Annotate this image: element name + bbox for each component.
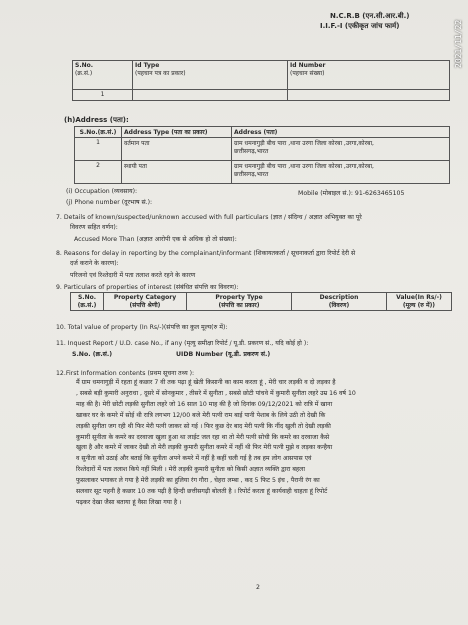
property-col-sno-hi: (क्र.सं.)	[77, 302, 97, 309]
occupation-field: (i) Occupation (व्यवसाय):	[66, 188, 138, 195]
id-col-number: Id Number	[290, 62, 326, 69]
address-row-2-sno: 2	[75, 161, 122, 184]
item8-line2: दर्ज कराने के कारण):	[70, 260, 119, 267]
fir-line-9: रिश्तेदारों में पता तलाश किये नहीं मिली । मेरी लड़की कुमारी सुनीता को किसी अज्ञात व्यक्ति द्वारा बहला	[76, 466, 305, 474]
property-col-value-hi: (मूल्य (रु में))	[402, 302, 436, 309]
property-col-category-hi: (संपत्ति श्रेणी)	[129, 302, 161, 309]
id-col-sno: S.No.	[75, 62, 94, 69]
address-row-2-type: स्थायी पता	[122, 161, 232, 184]
header-iif: I.I.F.-I (एकीकृत जांच फार्म)	[320, 22, 400, 30]
fir-line-4: खाकर घर के कमरे में सोई थी रात्रि लगभग 12/00 बजे मेरी पत्नी राम बाई पानी पेशाब के लिये उठी तो देखी कि	[76, 411, 326, 419]
id-row-sno: 1	[73, 90, 133, 101]
address-table	[74, 126, 450, 184]
fir-line-12: पढ़कर देखा जैसा बताया हूं वैसा लिखा गया है ।	[76, 498, 182, 506]
item7-accused-more-than: Accused More Than (अज्ञात आरोपी एक से अधिक हो तो संख्या):	[74, 236, 237, 243]
address-col-sno: S.No.(क्र.सं.)	[75, 127, 122, 138]
address-col-type: Address Type (पता का प्रकार)	[122, 127, 232, 138]
address-col-address: Address (पता)	[232, 127, 450, 138]
item11-line1: 11. Inquest Report / U.D. case No., if any (मृत्यु समीक्षा रिपोर्ट / यू.डी. प्रकरण सं., यदि कोई हो ):	[56, 340, 309, 347]
item7-line1: 7. Details of known/suspected/unknown accused with full particulars (ज्ञात / संदिग्ध / अज्ञात अभियुक्त का पूरे	[56, 214, 362, 221]
phone-field: (j) Phone number (दूरभाष सं.):	[66, 199, 153, 206]
fir-line-8: व सुनीता को उठाई और बताई कि सुनीता अपने कमरे में नहीं है कहीं चली गई है तब हम लोग आसपास एवं	[76, 455, 312, 463]
fir-line-5: लड़की सुनीता जग रही थी फिर मेरी पत्नी जाकर सो गई । फिर कुछ देर बाद मेरी पत्नी कि नींद खुली तो देखी लड़की	[76, 422, 331, 430]
page-number: 2	[256, 584, 260, 591]
item10-total-value: 10. Total value of property (In Rs/-)(संपत्ति का कुल मूल्य(रु में):	[56, 324, 228, 331]
item8-line1: 8. Reasons for delay in reporting by the complainant/informant (शिकायतकर्ता / सूचनाकर्ता द्वारा रिपोर्ट देरी से	[56, 250, 356, 257]
fir-line-11: सलवार सूट पहनी है कछार 10 तक पढ़ी है हिन्दी छत्तीसगढ़ी बोलती है । रिपोर्ट करता हूं कार्यवाही चाहता हूं रिपोर्ट	[76, 488, 328, 496]
property-col-sno: S.No.	[77, 294, 97, 301]
id-table	[72, 60, 450, 101]
property-col-type: Property Type	[215, 294, 263, 301]
address-row-2-line1: ग्राम धमनागुड़ी बीच पारा ,थाना उरगा जिला कोरबा ,उरगा,कोरबा,	[234, 163, 374, 170]
item12-heading: 12.First Information contents (प्रथम सूचना तथ्य ):	[56, 370, 195, 377]
item8-reason: परिजनो एवं रिश्तेदारी में पता तलाश करते रहने के कारण	[70, 272, 196, 279]
property-col-value: Value(In Rs/-)	[396, 294, 442, 301]
id-col-number-hi: (पहचान संख्या)	[290, 70, 325, 77]
item7-line2: विवरण सहित वर्णन):	[70, 224, 118, 231]
property-col-description: Description	[319, 294, 359, 301]
address-row-1-line1: ग्राम धमनागुड़ी बीच पारा ,थाना उरगा जिला कोरबा ,उरगा,कोरबा,	[234, 140, 374, 147]
address-row-1-type: वर्तमान पता	[122, 138, 232, 161]
address-row-1-line2: छत्तीसगढ़,भारत	[234, 148, 269, 155]
first-information-contents	[76, 378, 436, 509]
property-col-description-hi: (विवरण)	[328, 302, 350, 309]
item11-uidb: UIDB Number (यू.डी. प्रकरण सं.)	[176, 351, 271, 358]
fir-line-6: कुमारी सुनीता के कमरे का दरवाजा खुला हुआ था लाईट जल रहा था तो मेरी पत्नी सोची कि कमरे का दरवाजा कैसे	[76, 433, 330, 441]
fir-line-1: मैं ग्राम धमनागुड़ी में रहता हूं कछार 7 वी तक पढ़ा हूं खेती किसानी का काम करता हूं , मेरी चार लड़की व दो लड़का है	[76, 379, 336, 386]
fir-line-7: खुला है और कमरे में जाकर देखी तो मेरी लड़की कुमारी सुनीता कमरे में नहीं थी फिर मेरी पत्नी मुझे व लड़का कन्हैया	[76, 444, 333, 452]
mobile-field: Mobile (मोबाइल सं.): 91-6263465105	[298, 190, 405, 197]
address-row-2-line2: छत्तीसगढ़,भारत	[234, 171, 269, 178]
address-row-1-sno: 1	[75, 138, 122, 161]
fir-line-2: , सबसे बड़ी कुमारी अनुराधा , दूसरे में सोनकुमार , तीसरे में सुनीता , सबसे छोटी पांचवे में कुमारी सुनीता लहरे उम्र 16 वर्ष 10	[76, 389, 356, 397]
fir-line-10: फुसलाकर भगाकर ले गया है मेरी लड़की का हुलिया रंग गौरा , चेहरा लम्बा , कद 5 फिट 5 इंच , पैरानी रंग का	[76, 477, 320, 485]
id-col-sno-hi: (क्र.सं.)	[75, 70, 93, 77]
property-table	[70, 292, 452, 311]
item11-sno: S.No. (क्र.सं.)	[72, 351, 113, 358]
header-ncrb: N.C.R.B (एन.सी.आर.बी.)	[330, 12, 410, 20]
id-col-type-hi: (पहचान पत्र का प्रकार)	[135, 70, 186, 77]
fir-line-3: माह की है। मेरी छोटी लड़की सुनीता लहरे जो 16 साल 10 माह की है जो दिनांक 09/12/2021 को रात्रि में खाना	[76, 400, 333, 408]
property-col-type-hi: (संपत्ति का प्रकार)	[218, 302, 260, 309]
item9-heading: 9. Particulars of properties of interest (संबंधित संपत्ति का विवरण):	[56, 284, 239, 291]
property-col-category: Property Category	[113, 294, 177, 301]
address-heading: (h)Address (पता):	[64, 116, 129, 124]
date-stamp: 2021/11/22	[454, 19, 463, 68]
id-col-type: Id Type	[135, 62, 160, 69]
